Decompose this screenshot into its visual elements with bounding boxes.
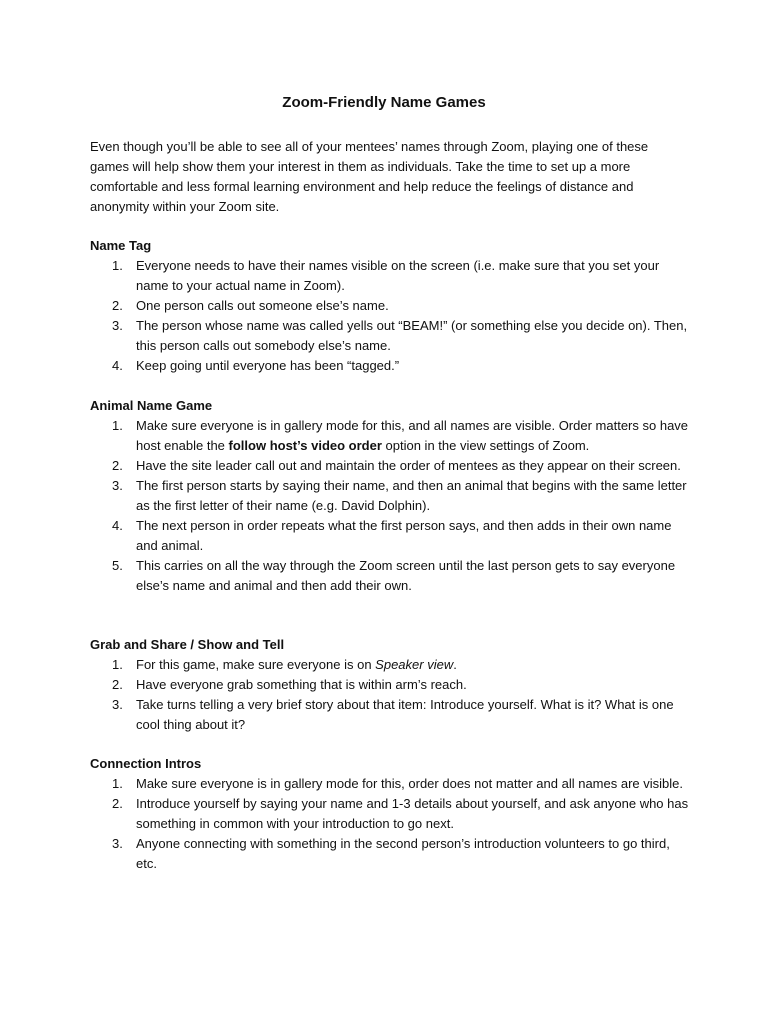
intro-paragraph: Even though you’ll be able to see all of your mentees’ names through Zoom, playing one of these games will help show them your interest in them as individuals. Take the time to set up a more comfortable and less formal learning environment and help reduce the feelings of distance and anonymity within your Zoom site.	[90, 139, 649, 214]
list-item-text: Anyone connecting with something in the second person’s introduction volunteers to go third, etc.	[136, 836, 670, 871]
list-number: 3.	[112, 478, 123, 493]
list-item	[90, 516, 690, 556]
list-number: 1.	[112, 776, 123, 791]
list-number: 4.	[112, 518, 123, 533]
section-name-tag	[90, 236, 690, 376]
list-item-text	[136, 657, 457, 672]
list-number: 3.	[112, 318, 123, 333]
list-item	[90, 675, 690, 695]
list-item-text-part: option in the view settings of Zoom.	[381, 438, 590, 453]
section-connection-intros	[90, 754, 690, 874]
steps-list	[90, 416, 690, 596]
list-number: 4.	[112, 358, 123, 373]
list-item-text: Take turns telling a very brief story about that item: Introduce yourself. What is it? What is one cool thing about it?	[136, 697, 674, 732]
list-item-text: Make sure everyone is in gallery mode for this, order does not matter and all names are visible.	[136, 776, 683, 791]
list-item	[90, 256, 690, 296]
list-item	[90, 774, 690, 794]
list-item-text: The first person starts by saying their name, and then an animal that begins with the same letter as the first letter of their name (e.g. David Dolphin).	[136, 478, 687, 513]
list-item-text: Everyone needs to have their names visible on the screen (i.e. make sure that you set your name to your actual name in Zoom).	[136, 258, 660, 293]
list-number: 2.	[112, 458, 123, 473]
list-number: 3.	[112, 836, 123, 851]
list-item	[90, 316, 690, 356]
list-item	[90, 416, 690, 456]
section-grab-and-share	[90, 635, 690, 735]
steps-list	[90, 774, 690, 874]
section-heading: Connection Intros	[90, 756, 202, 771]
list-item	[90, 456, 690, 476]
list-item-text: This carries on all the way through the Zoom screen until the last person gets to say everyone else’s name and animal and then add their own.	[136, 558, 676, 593]
list-item-text: One person calls out someone else’s name.	[136, 298, 389, 313]
italic-view-name: Speaker view	[375, 657, 454, 672]
list-item-text: The next person in order repeats what the first person says, and then adds in their own name and animal.	[136, 518, 672, 553]
list-item-text: Have the site leader call out and maintain the order of mentees as they appear on their screen.	[136, 458, 681, 473]
list-item-text: Introduce yourself by saying your name and 1-3 details about yourself, and ask anyone who has something in common with your introduction to go next.	[136, 796, 689, 831]
list-item-text: Have everyone grab something that is within arm’s reach.	[136, 677, 467, 692]
list-number: 1.	[112, 657, 123, 672]
list-number: 2.	[112, 298, 123, 313]
list-item-text: The person whose name was called yells out “BEAM!” (or something else you decide on). Then, this person calls out somebody else’s name.	[136, 318, 688, 353]
list-item-text-part: Make sure everyone is in gallery mode for this, and all names are visible. Order matters so have host enable the	[136, 418, 689, 453]
steps-list	[90, 256, 690, 376]
bold-option-name: follow host’s video order	[228, 438, 382, 453]
section-animal-name-game	[90, 396, 690, 596]
list-item	[90, 476, 690, 516]
list-item-text-part: For this game, make sure everyone is on	[136, 657, 376, 672]
list-item	[90, 655, 690, 675]
list-item	[90, 695, 690, 735]
list-item	[90, 356, 690, 376]
list-number: 2.	[112, 796, 123, 811]
list-number: 5.	[112, 558, 123, 573]
list-number: 1.	[112, 258, 123, 273]
section-heading: Animal Name Game	[90, 398, 213, 413]
steps-list	[90, 655, 690, 735]
section-heading: Grab and Share / Show and Tell	[90, 637, 285, 652]
list-item-text-part: .	[453, 657, 457, 672]
list-number: 1.	[112, 418, 123, 433]
list-item	[90, 556, 690, 596]
list-item-text: Keep going until everyone has been “tagged.”	[136, 358, 400, 373]
list-number: 2.	[112, 677, 123, 692]
list-number: 3.	[112, 697, 123, 712]
list-item	[90, 834, 690, 874]
document-title: Zoom-Friendly Name Games	[282, 94, 486, 111]
section-heading: Name Tag	[90, 238, 152, 253]
list-item	[90, 794, 690, 834]
list-item-text	[136, 418, 688, 453]
list-item	[90, 296, 690, 316]
